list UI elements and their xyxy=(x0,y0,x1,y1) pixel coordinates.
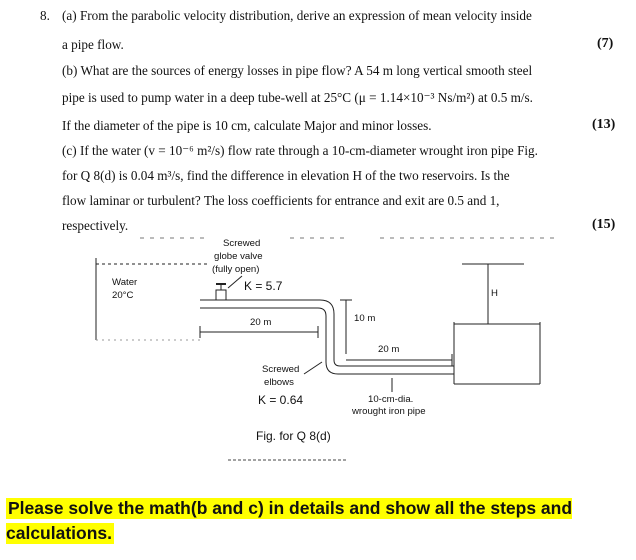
elbow-k-value: K = 0.64 xyxy=(258,393,304,407)
part-c-line-4: respectively. xyxy=(62,218,129,233)
part-c-label: (c) xyxy=(62,143,77,158)
valve-label-2: globe valve xyxy=(214,251,263,262)
lower-pipe xyxy=(326,354,454,374)
part-c-marks: (15) xyxy=(592,217,616,232)
pipe-label-1: 10-cm-dia. xyxy=(368,394,414,405)
dimension-10m: 10 m xyxy=(354,313,376,324)
valve-k-value: K = 5.7 xyxy=(244,279,283,293)
elbow-label-1: Screwed xyxy=(262,364,300,375)
part-c-line-3: flow laminar or turbulent? The loss coefficients for entrance and exit are 0.5 and 1, xyxy=(62,193,500,208)
part-b-line-1: (b) What are the sources of energy losses in pipe flow? A 54 m long vertical smooth steel xyxy=(62,63,533,78)
part-c-line-2: for Q 8(d) is 0.04 m³/s, find the difference in elevation H of the two reservoirs. Is the xyxy=(62,168,510,183)
elevation-h-label: H xyxy=(491,288,498,299)
valve-label-3: (fully open) xyxy=(212,264,260,275)
figure-caption: Fig. for Q 8(d) xyxy=(256,429,331,443)
part-b-marks: (13) xyxy=(592,117,616,132)
part-a-line-2: a pipe flow. xyxy=(62,37,124,52)
part-c-line-1: (c) If the water (v = 10⁻⁶ m²/s) flow rate through a 10-cm-diameter wrought iron pipe Fig. xyxy=(62,143,538,158)
elbow-label-2: elbows xyxy=(264,377,294,388)
part-b-line-2: pipe is used to pump water in a deep tube-well at 25°C (μ = 1.14×10⁻³ Ns/m²) at 0.5 m/s. xyxy=(62,90,533,105)
part-b-line-3: If the diameter of the pipe is 10 cm, calculate Major and minor losses. xyxy=(62,118,432,133)
part-a-label: (a) xyxy=(62,8,77,23)
water-label-2: 20°C xyxy=(112,290,134,301)
dimension-20m-right: 20 m xyxy=(378,344,400,355)
globe-valve-icon xyxy=(216,284,226,300)
water-label-1: Water xyxy=(112,277,138,288)
part-a-marks: (7) xyxy=(597,36,614,51)
part-b-label: (b) xyxy=(62,63,78,78)
part-a-line-1: (a) From the parabolic velocity distribution, derive an expression of mean velocity inside xyxy=(62,8,532,23)
solve-request-text: Please solve the math(b and c) in details and show all the steps and calculations. xyxy=(6,498,573,543)
valve-label-1: Screwed xyxy=(223,238,261,249)
dimension-20m-left: 20 m xyxy=(250,317,272,328)
pipe-label-2: wrought iron pipe xyxy=(352,406,426,417)
solve-request-banner xyxy=(6,496,624,546)
question-number: 8. xyxy=(40,8,50,23)
